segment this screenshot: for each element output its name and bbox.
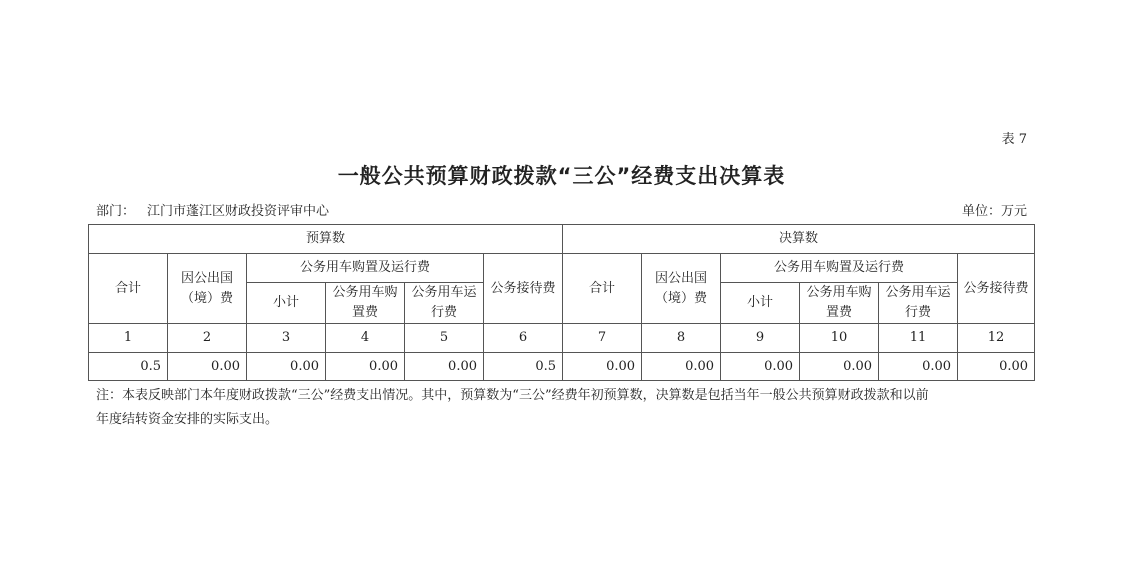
column-number: 3 xyxy=(247,324,326,353)
page-title: 一般公共预算财政拨款“三公”经费支出决算表 xyxy=(337,164,786,188)
header-final-vehicle-purchase: 公务用车购置费 xyxy=(800,283,879,324)
department-name: 江门市蓬江区财政投资评审中心 xyxy=(147,204,330,219)
value-cell: 0.00 xyxy=(326,353,405,381)
value-cell: 0.5 xyxy=(484,353,563,381)
column-number: 1 xyxy=(89,324,168,353)
value-cell: 0.00 xyxy=(168,353,247,381)
header-final-vehicle: 公务用车购置及运行费 xyxy=(721,254,958,283)
footnote-line-1: 注：本表反映部门本年度财政拨款“三公”经费支出情况。其中，预算数为“三公”经费年初预算数，决算数是包括当年一般公共预算财政拨款和以前 xyxy=(96,388,929,403)
column-number: 11 xyxy=(879,324,958,353)
table-number: 表 7 xyxy=(1001,132,1027,147)
value-cell: 0.00 xyxy=(958,353,1035,381)
header-budget-vehicle-purchase: 公务用车购置费 xyxy=(326,283,405,324)
unit-label: 单位：万元 xyxy=(961,204,1027,219)
footnote-line-2: 年度结转资金安排的实际支出。 xyxy=(96,412,279,427)
header-budget-subtotal: 小计 xyxy=(247,283,326,324)
header-final-abroad: 因公出国（境）费 xyxy=(642,254,721,324)
header-budget-reception: 公务接待费 xyxy=(484,254,563,324)
column-number: 10 xyxy=(800,324,879,353)
header-budget: 预算数 xyxy=(89,225,563,254)
header-budget-total: 合计 xyxy=(89,254,168,324)
value-cell: 0.00 xyxy=(247,353,326,381)
column-number: 4 xyxy=(326,324,405,353)
column-number: 7 xyxy=(563,324,642,353)
column-number: 9 xyxy=(721,324,800,353)
department-label: 部门： xyxy=(96,204,136,219)
header-budget-abroad: 因公出国（境）费 xyxy=(168,254,247,324)
value-cell: 0.00 xyxy=(721,353,800,381)
column-number: 8 xyxy=(642,324,721,353)
column-number: 12 xyxy=(958,324,1035,353)
expense-table xyxy=(88,224,1035,381)
value-cell: 0.00 xyxy=(642,353,721,381)
value-cell: 0.00 xyxy=(879,353,958,381)
column-number: 2 xyxy=(168,324,247,353)
column-number: 5 xyxy=(405,324,484,353)
header-final-vehicle-operation: 公务用车运行费 xyxy=(879,283,958,324)
value-cell: 0.5 xyxy=(89,353,168,381)
header-final-total: 合计 xyxy=(563,254,642,324)
header-budget-vehicle-operation: 公务用车运行费 xyxy=(405,283,484,324)
column-number-row xyxy=(89,324,1035,353)
value-row xyxy=(89,353,1035,381)
value-cell: 0.00 xyxy=(800,353,879,381)
header-final: 决算数 xyxy=(563,225,1035,254)
header-final-reception: 公务接待费 xyxy=(958,254,1035,324)
footnote xyxy=(96,384,1032,432)
department-line xyxy=(96,200,329,219)
header-final-subtotal: 小计 xyxy=(721,283,800,324)
column-number: 6 xyxy=(484,324,563,353)
value-cell: 0.00 xyxy=(563,353,642,381)
header-budget-vehicle: 公务用车购置及运行费 xyxy=(247,254,484,283)
value-cell: 0.00 xyxy=(405,353,484,381)
